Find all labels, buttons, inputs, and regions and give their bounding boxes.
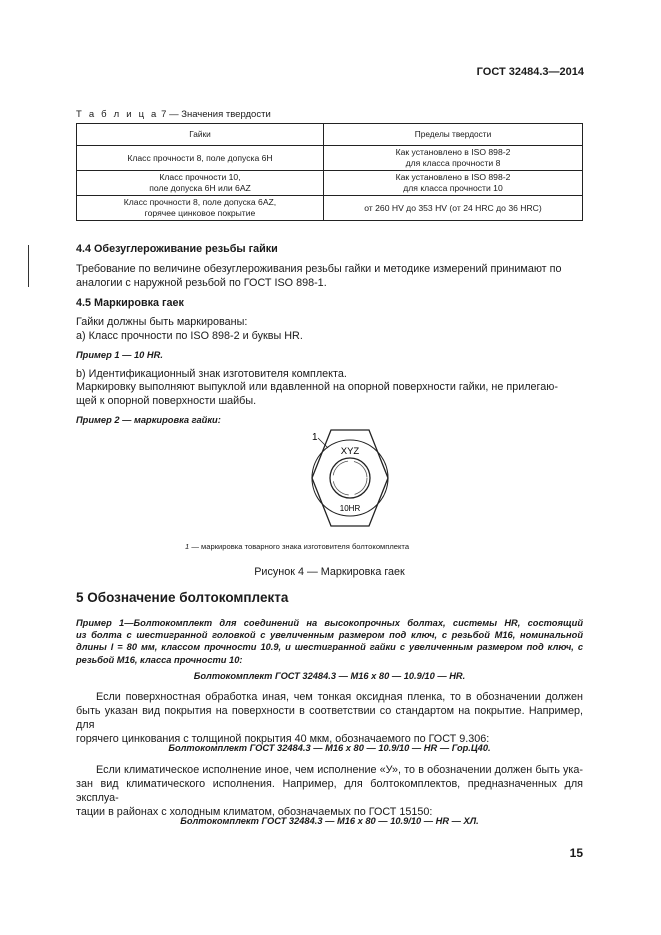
page-number: 15 (569, 846, 583, 860)
text-line (76, 262, 583, 276)
section-4-4-heading: 4.4 Обезуглероживание резьбы гайки (76, 243, 278, 255)
text-line: щей к опорной поверхности шайбы. (76, 395, 257, 407)
line: Требование по величине обезуглероживания резьбы гайки и методике измерений принимают по (76, 263, 562, 275)
marking-bottom-text: 10HR (339, 504, 361, 513)
cell-line: от 260 HV до 353 HV (от 24 HRC до 36 HRC) (364, 202, 542, 213)
figure-legend (185, 542, 409, 551)
marking-item-a: a) Класс прочности по ISO 898-2 и буквы HR. (76, 330, 303, 342)
cell-line: Как установлено в ISO 898-2 (395, 147, 511, 157)
text-line: длины l = 80 мм, классом прочности 10.9, и шестигранной гайки с увеличенным размером под ключ, с (76, 642, 583, 653)
cell-line: поле допуска 6H или 6AZ (149, 183, 251, 193)
marking-top-text: XYZ (340, 446, 360, 457)
legend-text: — маркировка товарного знака изготовителя болтокомплекта (189, 542, 410, 551)
col-header-hardness: Пределы твердости (324, 124, 583, 146)
marking-body (76, 380, 583, 408)
cell-line: горячее цинковое покрытие (144, 208, 256, 218)
text-line: резьбой М16, класса прочности 10: (76, 654, 243, 665)
document-code: ГОСТ 32484.3—2014 (476, 66, 584, 78)
text-line: зан вид климатического исполнения. Например, для болтокомплектов, предназначенных для эксплуа- (76, 778, 583, 804)
example-2: Пример 2 — маркировка гайки: (76, 415, 221, 425)
table-cell (324, 196, 583, 221)
designation-3: Болтокомплект ГОСТ 32484.3 — М16 х 80 — 10.9/10 — HR — ХЛ. (180, 816, 479, 826)
cell-line: Класс прочности 8, поле допуска 6AZ, (123, 197, 277, 207)
cell-line: Как установлено в ISO 898-2 (395, 172, 511, 182)
text-line: Маркировку выполняют выпуклой или вдавленной на опорной поверхности гайки, не прилегаю- (76, 381, 558, 393)
table-caption-text: 7 — Значения твердости (158, 109, 271, 120)
hardness-table (76, 123, 583, 221)
table-cell (77, 196, 324, 221)
section-5-heading: 5 Обозначение болтокомплекта (76, 590, 289, 605)
text-line: Если поверхностная обработка иная, чем тонкая оксидная пленка, то в обозначении должен (96, 691, 583, 703)
text-line: аналогии с наружной резьбой по ГОСТ ISO 898-1. (76, 277, 327, 289)
change-margin-bar (28, 245, 29, 287)
text-line: из болта с шестигранной головкой с увеличенным размером под ключ, с резьбой М16, номинальной (76, 630, 583, 641)
text-line: горячего цинкования с толщиной покрытия 40 мкм, обозначаемого по ГОСТ 9.306: (76, 733, 490, 745)
table-caption (76, 109, 271, 120)
table-cell (77, 171, 324, 196)
legend-number: 1 (185, 542, 190, 551)
text-line: тации в районах с холодным климатом, обозначаемых по ГОСТ 15150: (76, 806, 433, 818)
designation-1: Болтокомплект ГОСТ 32484.3 — М16 х 80 — 10.9/10 — HR. (193, 671, 466, 681)
nut-marking-figure (300, 428, 400, 528)
text-line: Пример 1—Болтокомплект для соединений на высокопрочных болтах, системы HR, состоящий (76, 618, 583, 628)
cell-line: Класс прочности 10, (159, 172, 241, 182)
cell-line: Класс прочности 8, поле допуска 6H (127, 152, 273, 163)
table-row (77, 196, 583, 221)
text-line: быть указан вид покрытия на поверхности в соответствии со стандартом на покрытие. Например, для (76, 705, 583, 731)
thread-inner-circle (333, 461, 367, 495)
marking-intro: Гайки должны быть маркированы: (76, 316, 248, 328)
table-cell (324, 171, 583, 196)
section-4-4-body (76, 262, 583, 290)
table-row (77, 146, 583, 171)
section-5-paragraph-2 (76, 763, 583, 819)
designation-2: Болтокомплект ГОСТ 32484.3 — М16 х 80 — 10.9/10 — HR — Гор.Ц40. (168, 743, 491, 753)
figure-caption: Рисунок 4 — Маркировка гаек (254, 566, 405, 578)
section-5-example (76, 617, 583, 666)
section-4-5-heading: 4.5 Маркировка гаек (76, 297, 184, 309)
cell-line: для класса прочности 10 (403, 183, 503, 193)
example-1: Пример 1 — 10 HR. (76, 350, 163, 360)
table-cell (324, 146, 583, 171)
marking-item-b: b) Идентификационный знак изготовителя комплекта. (76, 368, 347, 380)
col-header-nuts: Гайки (77, 124, 324, 146)
callout-number: 1 (312, 432, 318, 443)
table-cell (77, 146, 324, 171)
cell-line: для класса прочности 8 (405, 158, 501, 168)
section-5-paragraph-1 (76, 690, 583, 746)
thread-hole-circle (330, 458, 370, 498)
text-line: Если климатическое исполнение иное, чем исполнение «У», то в обозначении должен быть ука- (96, 764, 583, 776)
table-caption-prefix: Т а б л и ц а (76, 109, 159, 120)
table-header-row (77, 124, 583, 146)
table-row (77, 171, 583, 196)
